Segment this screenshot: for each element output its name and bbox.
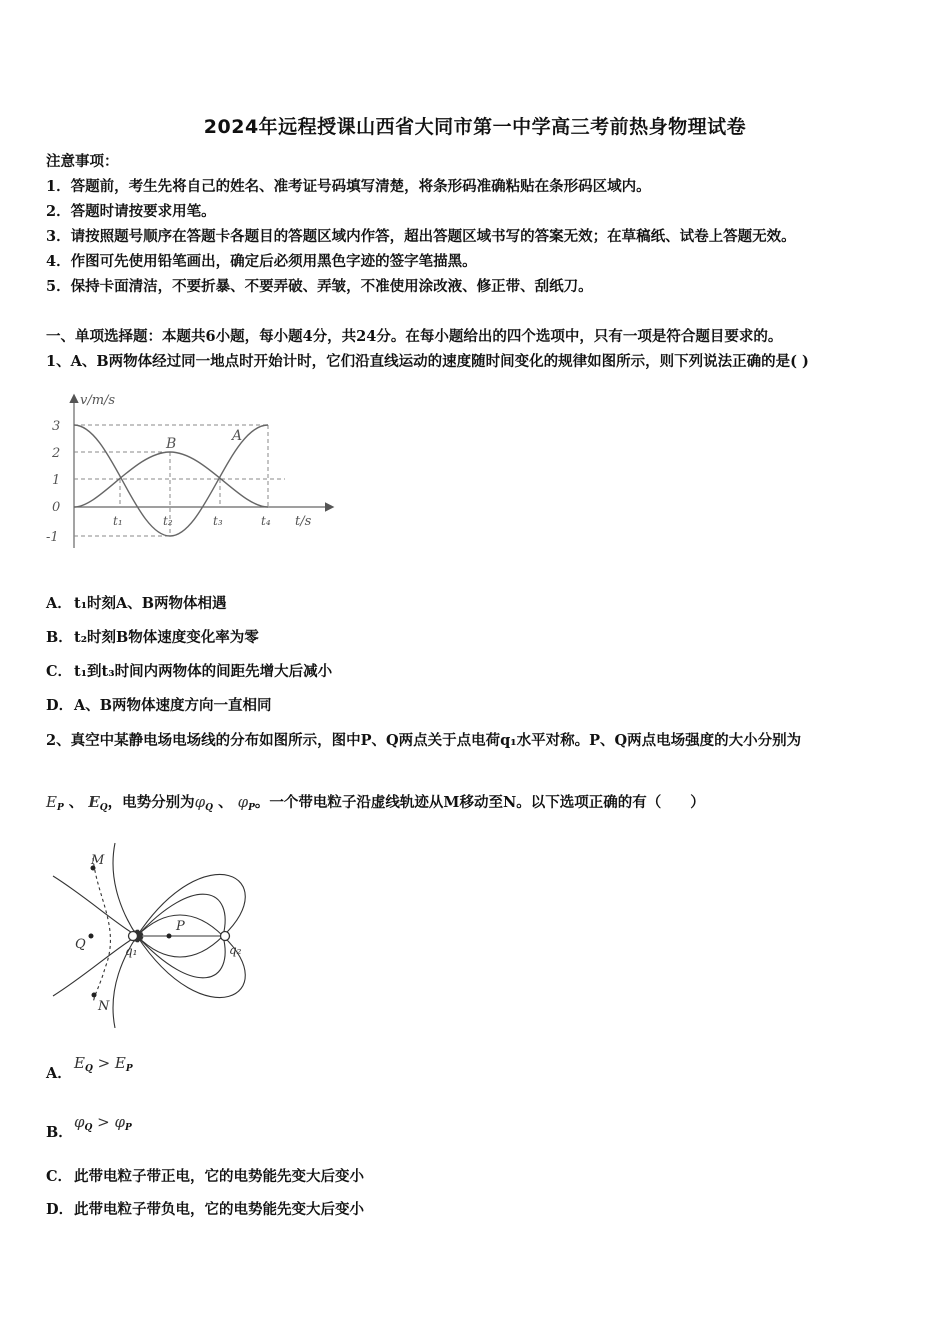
subscript: Q bbox=[84, 1123, 93, 1133]
subscript: P bbox=[248, 803, 255, 813]
subscript: P bbox=[125, 1064, 133, 1074]
y-tick-label: 1 bbox=[52, 473, 61, 488]
option-text: t₁到t₃时间内两物体的间距先增大后减小 bbox=[74, 663, 333, 680]
section-heading: 一、单项选择题：本题共6小题，每小题4分，共24分。在每小题给出的四个选项中，只有一项是符合题目要求的。 bbox=[46, 328, 783, 345]
operator: > bbox=[92, 1054, 115, 1072]
symbol-e: E bbox=[46, 793, 57, 811]
x-tick-label: t₃ bbox=[213, 514, 223, 528]
option-label: A． bbox=[46, 595, 72, 612]
subscript: Q bbox=[99, 803, 108, 813]
notice-item: 2．答题时请按要求用笔。 bbox=[46, 203, 216, 220]
q2-option-d[interactable] bbox=[46, 1200, 364, 1220]
q2-option-a[interactable] bbox=[46, 1050, 133, 1087]
option-label: D． bbox=[46, 697, 74, 714]
q1-option-a[interactable] bbox=[46, 594, 227, 614]
option-label: B． bbox=[46, 1124, 73, 1141]
page-title: 2024年远程授课山西省大同市第一中学高三考前热身物理试卷 bbox=[203, 116, 747, 138]
notice-item: 4．作图可先使用铅笔画出，确定后必须用黑色字迹的签字笔描黑。 bbox=[46, 253, 477, 270]
field-line bbox=[53, 876, 137, 936]
label-q2: q₂ bbox=[229, 943, 242, 957]
point-q bbox=[89, 934, 94, 939]
math-rhs: E bbox=[114, 1054, 126, 1072]
stem-text: 。一个带电粒子沿虚线轨迹从M移动至N。以下选项正确的有（ ） bbox=[254, 794, 705, 811]
option-text: 此带电粒子带正电，它的电势能先变大后变小 bbox=[74, 1168, 364, 1185]
separator: 、 bbox=[68, 794, 84, 811]
label-m: M bbox=[91, 853, 105, 868]
subscript: P bbox=[56, 803, 64, 813]
operator: > bbox=[92, 1113, 115, 1131]
subscript: Q bbox=[84, 1064, 93, 1074]
notice-item: 1．答题前，考生先将自己的姓名、准考证号码填写清楚，将条形码准确粘贴在条形码区域内。 bbox=[46, 178, 651, 195]
y-tick-label: 0 bbox=[52, 500, 61, 515]
subscript: P bbox=[124, 1123, 132, 1133]
symbol-phi: φ bbox=[194, 793, 206, 811]
point-p bbox=[167, 934, 172, 939]
x-axis-label: t/s bbox=[295, 514, 312, 529]
q2-option-c[interactable] bbox=[46, 1167, 364, 1187]
y-tick-label: -1 bbox=[46, 530, 59, 545]
q2-field-figure bbox=[45, 838, 285, 1028]
y-tick-label: 3 bbox=[52, 419, 61, 434]
x-tick-label: t₂ bbox=[163, 514, 173, 528]
y-axis-label: v/m/s bbox=[80, 393, 116, 408]
question-2-stem: 2、真空中某静电场电场线的分布如图所示，图中P、Q两点关于点电荷q₁水平对称。P、Q两点电场强度的大小分别为 bbox=[46, 732, 802, 749]
math-lhs: E bbox=[74, 1054, 85, 1072]
field-line bbox=[137, 874, 245, 936]
question-2-stem-line2 bbox=[46, 792, 705, 818]
math-rhs: φ bbox=[114, 1113, 125, 1131]
label-p: P bbox=[176, 919, 185, 934]
label-n: N bbox=[98, 999, 110, 1014]
option-label: D． bbox=[46, 1201, 74, 1218]
option-text: t₁时刻A、B两物体相遇 bbox=[74, 595, 227, 612]
particle-trajectory bbox=[93, 858, 110, 1003]
q1-option-b[interactable] bbox=[46, 628, 259, 648]
option-label: B． bbox=[46, 629, 73, 646]
charge-q2 bbox=[221, 932, 230, 941]
q2-option-b[interactable] bbox=[46, 1109, 132, 1146]
option-text: 此带电粒子带负电，它的电势能先变大后变小 bbox=[74, 1201, 364, 1218]
notice-item: 5．保持卡面清洁，不要折暴、不要弄破、弄皱，不准使用涂改液、修正带、刮纸刀。 bbox=[46, 278, 593, 295]
x-tick-label: t₄ bbox=[261, 514, 271, 528]
label-q: Q bbox=[75, 937, 86, 952]
option-label: C． bbox=[46, 663, 73, 680]
option-label: C． bbox=[46, 1168, 73, 1185]
q1-option-d[interactable] bbox=[46, 696, 272, 716]
option-text: A、B两物体速度方向一直相同 bbox=[74, 697, 272, 714]
question-1-stem: 1、A、B两物体经过同一地点时开始计时，它们沿直线运动的速度随时间变化的规律如图所示，则下列说法正确的是( ) bbox=[46, 353, 809, 370]
symbol-e: E bbox=[88, 793, 100, 811]
charge-q1 bbox=[129, 932, 138, 941]
math-lhs: φ bbox=[74, 1113, 85, 1131]
stem-text: ，电势分别为 bbox=[107, 794, 195, 811]
x-tick-label: t₁ bbox=[113, 514, 123, 528]
q1-option-c[interactable] bbox=[46, 662, 332, 682]
separator: 、 bbox=[218, 794, 233, 811]
q1-vt-graph bbox=[40, 388, 340, 558]
option-text: t₂时刻B物体速度变化率为零 bbox=[74, 629, 259, 646]
curve-a-label: A bbox=[232, 428, 243, 444]
y-tick-label: 2 bbox=[52, 446, 61, 461]
notice-item: 3．请按照题号顺序在答题卡各题目的答题区域内作答，超出答题区域书写的答案无效；在草稿纸、试卷上答题无效。 bbox=[46, 228, 796, 245]
curve-b-label: B bbox=[166, 436, 177, 452]
option-label: A． bbox=[46, 1065, 72, 1082]
point-n bbox=[92, 993, 97, 998]
notice-heading: 注意事项： bbox=[46, 153, 119, 170]
symbol-phi: φ bbox=[237, 793, 249, 811]
label-q1: q₁ bbox=[125, 944, 138, 958]
subscript: Q bbox=[205, 803, 213, 813]
